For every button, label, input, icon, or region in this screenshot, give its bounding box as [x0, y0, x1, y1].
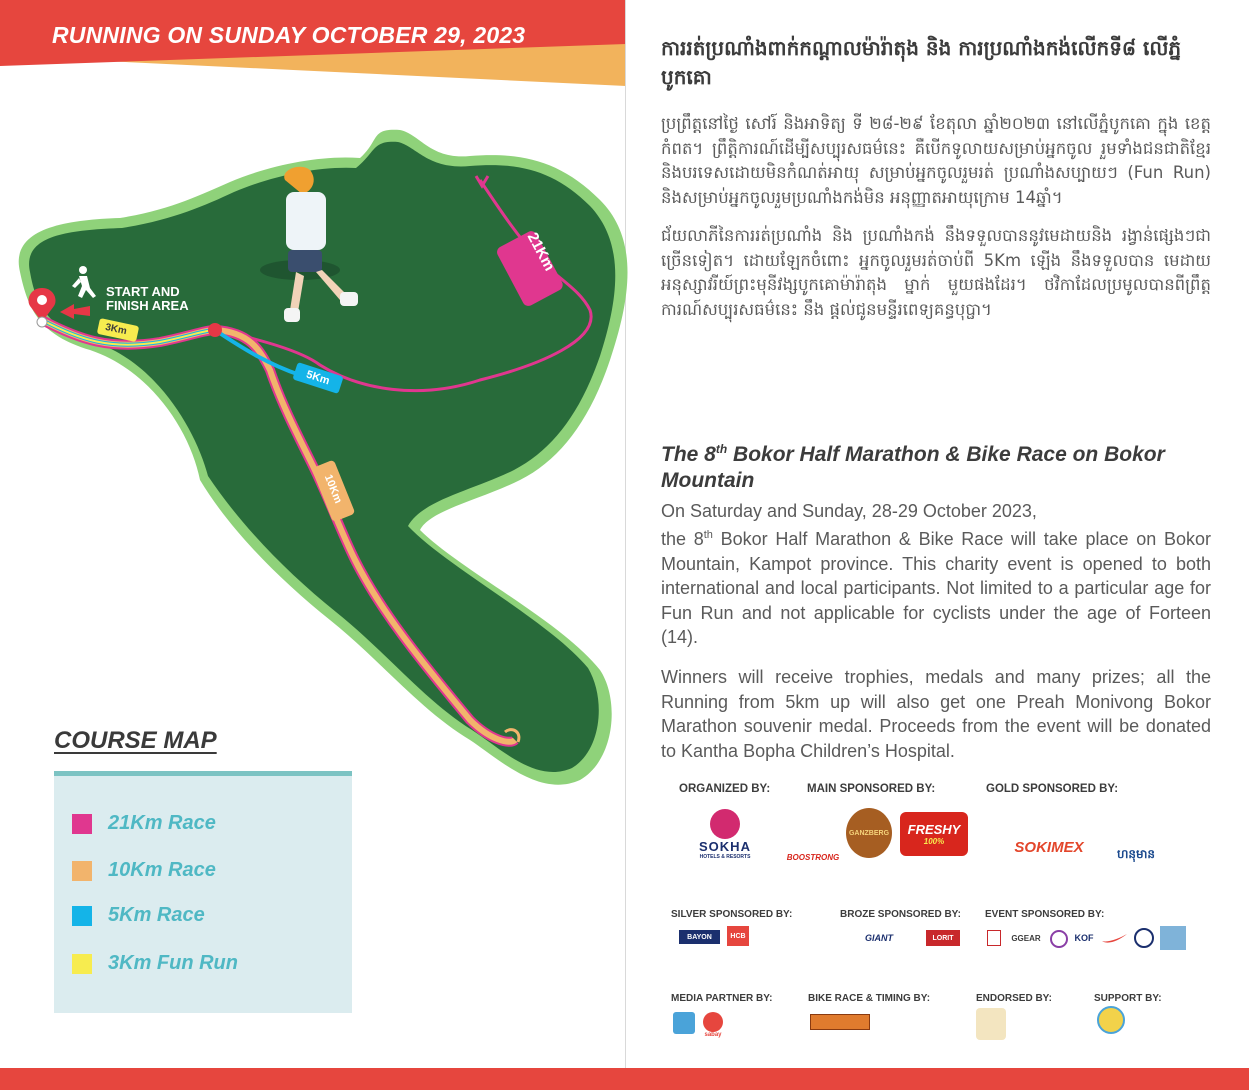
freshy-logo: FRESHY 100% [900, 812, 968, 856]
bottom-bar [0, 1068, 1249, 1090]
sokha-logo: SOKHA HOTELS & RESORTS [688, 804, 762, 864]
course-legend [54, 771, 352, 1013]
khmer-paragraph-1: ប្រព្រឹត្តនៅថ្ងៃ សៅរ៍ និងអាទិត្យ ទី ២៨-២៩ ខែតុលា ឆ្នាំ២០២៣ នៅលើភ្នំបូកគោ ក្នុង ខេត្តកំពត។ ព្រឹត្តិការណ៍ដើម្បីសប្បុរសធម៌នេះ គឺបើកទូលាយសម្រាប់អ្នកចូល រួមទាំងជនជាតិខ្មែរ និងបរទេសដោយមិនកំណត់អាយុ សម្រាប់អ្នកចូលរួមរត់ ប្រណាំងសប្បាយៗ (Fun Run) និងសម្រាប់អ្នកចូលរួមប្រណាំងកង់មិន អនុញ្ញាតអាយុក្រោម 14ឆ្នាំ។ [661, 114, 1211, 207]
ganzberg-logo: GANZBERG [846, 808, 892, 858]
english-title: The 8th Bokor Half Marathon & Bike Race on Bokor Mountain [661, 442, 1165, 492]
start-finish-label: START AND FINISH AREA [106, 284, 189, 313]
legend-item-5km: 5Km Race [72, 904, 205, 927]
giant-logo: GIANT [865, 933, 893, 943]
ggear-logo: GGEAR [1011, 933, 1041, 943]
tag-3km-label: 3Km [104, 321, 128, 338]
endorsed-logo [976, 1008, 1006, 1040]
media-partner-heading: MEDIA PARTNER BY: [671, 993, 773, 1004]
lorit-logo: LORIT [926, 930, 960, 946]
khmer-paragraph-2: ជ័យលាភីនៃការរត់ប្រណាំង និង ប្រណាំងកង់ នឹងទទួលបាននូវមេដាយនិង រង្វាន់ផ្សេងៗជាច្រើនទៀត។ ដោយឡែកចំពោះ អ្នកចូលរួមរត់ចាប់ពី 5Km ឡើង នឹងទទួលបាន មេដាយអនុស្សាវរីយ៍ព្រះមុនីវង្សបូកគោម៉ារ៉ាតុង ម្នាក់ មួយផងដែរ។ ថវិកាដែលប្រមូលបានពីព្រឹត្តការណ៍សប្បុរសធម៌នេះ នឹង ផ្តល់ជូនមន្ទីរពេទ្យគន្ធបុប្ផា។ [661, 226, 1211, 319]
sokha-flower-icon [710, 809, 740, 839]
khmer-title: ការរត់ប្រណាំងពាក់កណ្តាលម៉ារ៉ាតុង និង ការប្រណាំងកង់លើកទី៨ លើភ្នំបូកគោ [661, 36, 1182, 89]
event-sponsor-logo-5 [1160, 926, 1186, 950]
silver-sponsor-logo-1: BAYON [679, 930, 720, 944]
english-body [661, 499, 1211, 763]
legend-item-10km: 10Km Race [72, 859, 216, 882]
endorsed-by-heading: ENDORSED BY: [976, 993, 1052, 1004]
legend-swatch [72, 906, 92, 926]
banner-title: RUNNING ON SUNDAY OCTOBER 29, 2023 [52, 22, 526, 48]
english-paragraph-1: On Saturday and Sunday, 28-29 October 2023, the 8th Bokor Half Marathon & Bike Race will take place on Bokor Mountain, Kampot province. This charity event is opened to both international and local participants. Not limited to a particular age for Fun Run and not applicable for cyclists under the age of Forteen (14). [661, 501, 1211, 648]
organized-by-heading: ORGANIZED BY: [679, 783, 771, 795]
silver-sponsor-heading: SILVER SPONSORED BY: [671, 909, 793, 920]
tag-21km-label: 21Km [523, 229, 558, 274]
legend-swatch [72, 814, 92, 834]
kof-logo: KOF [1074, 933, 1094, 943]
legend-swatch [72, 954, 92, 974]
tag-10km-label: 10Km [321, 472, 345, 506]
gold-sponsor-heading: GOLD SPONSORED BY: [986, 783, 1119, 795]
legend-item-3km: 3Km Fun Run [72, 952, 238, 975]
hanuman-logo: ហនុមាន [1116, 847, 1156, 861]
khmer-section [661, 34, 1211, 322]
event-sponsor-heading: EVENT SPONSORED BY: [985, 909, 1105, 920]
support-by-heading: SUPPORT BY: [1094, 993, 1162, 1004]
broze-sponsor-heading: BROZE SPONSORED BY: [840, 909, 961, 920]
course-map-title: COURSE MAP [54, 727, 217, 754]
support-logo [1097, 1006, 1125, 1034]
media-partner-logo-1 [673, 1012, 695, 1034]
english-paragraph-2: Winners will receive trophies, medals and many prizes; all the Running from 5km up will also get one Preah Monivong Bokor Marathon souvenir medal. Proceeds from the event will be donated to Kantha Bopha Children’s Hospital. [661, 667, 1211, 761]
bike-race-timing-logo [810, 1014, 870, 1030]
boostrong-logo: BOOSTRONG [786, 853, 840, 862]
event-sponsor-logo-3 [1100, 932, 1128, 944]
sabay-icon [703, 1012, 723, 1032]
event-sponsor-logo-1 [987, 930, 1001, 946]
swoosh-icon [1100, 932, 1128, 944]
event-sponsor-logo-2 [1050, 930, 1068, 948]
course-map [0, 100, 640, 800]
bike-race-timing-heading: BIKE RACE & TIMING BY: [808, 993, 931, 1004]
legend-swatch [72, 861, 92, 881]
sokimex-logo: SOKIMEX [1014, 839, 1084, 856]
main-sponsor-heading: MAIN SPONSORED BY: [807, 783, 936, 795]
event-sponsor-logo-4 [1134, 928, 1154, 948]
hcb-logo: HCB [727, 926, 749, 946]
legend-item-21km: 21Km Race [72, 812, 216, 835]
tag-5km-label: 5Km [304, 368, 332, 388]
sabay-logo: sabay [701, 1010, 725, 1040]
